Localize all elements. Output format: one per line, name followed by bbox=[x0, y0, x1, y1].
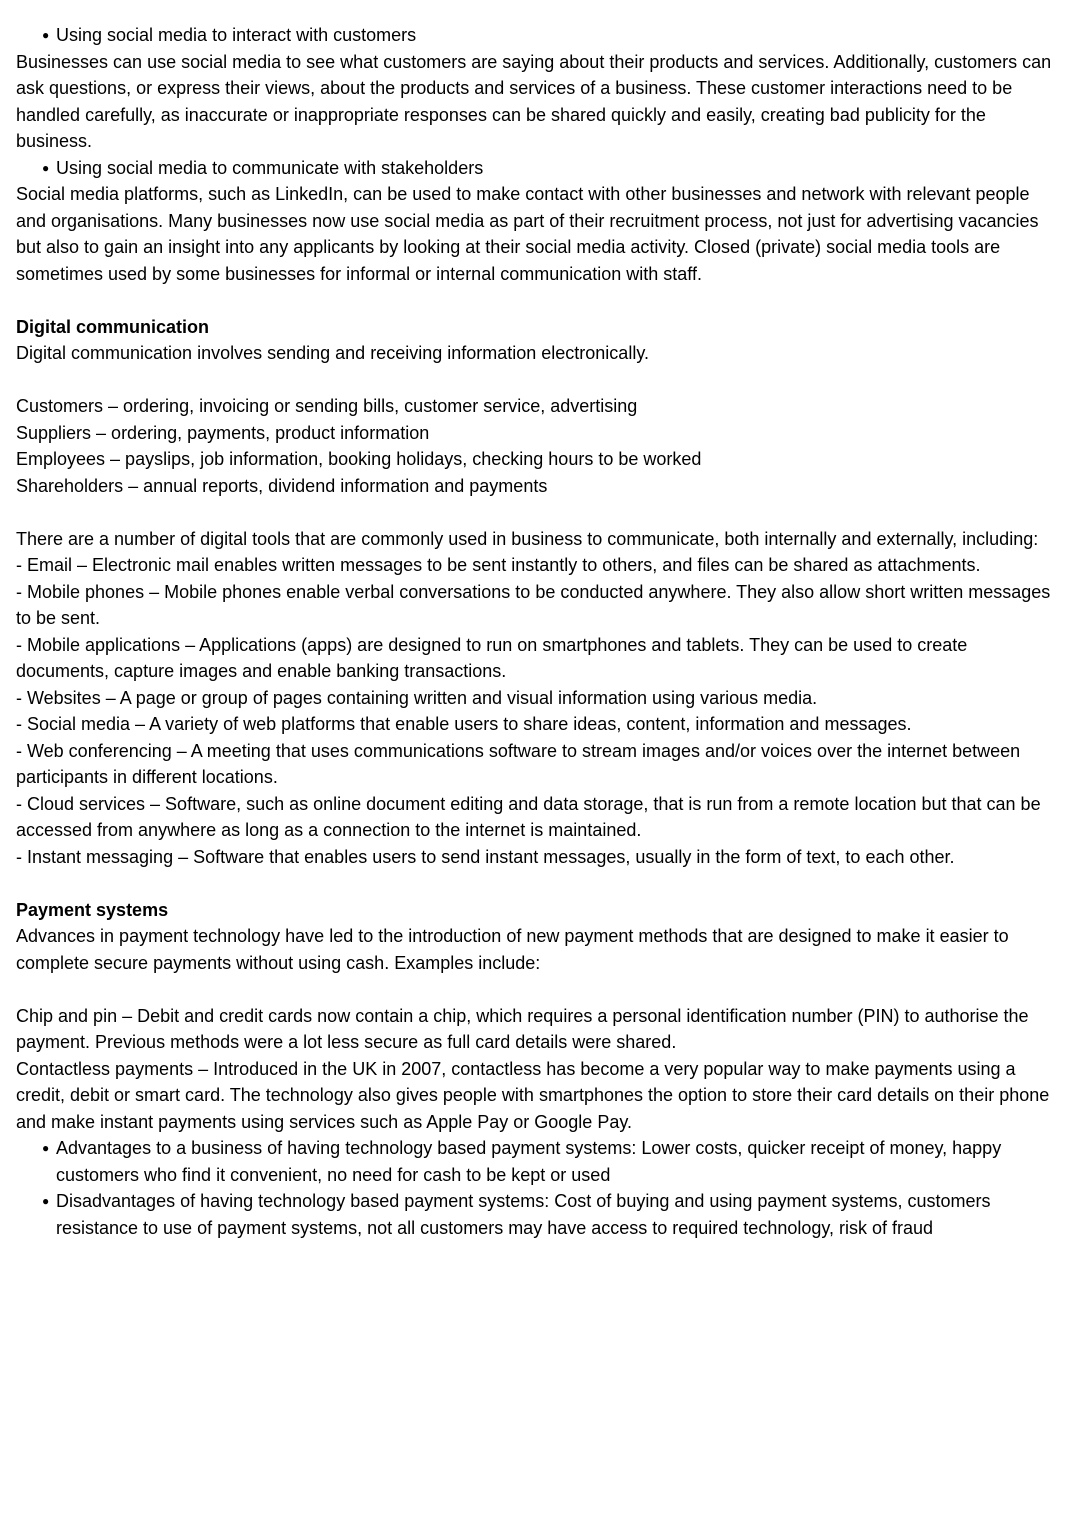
heading-payment-systems: Payment systems bbox=[16, 899, 169, 920]
blank-line bbox=[16, 367, 1064, 394]
bullet-icon: ● bbox=[42, 160, 50, 175]
bullet-item-social-stakeholders bbox=[16, 155, 1064, 182]
paragraph-tools-intro: There are a number of digital tools that are commonly used in business to communicate, both internally and externally, including: bbox=[16, 528, 1039, 549]
blank-line bbox=[16, 287, 1064, 314]
bullet-text: Using social media to interact with customers bbox=[56, 25, 417, 45]
line-suppliers: Suppliers – ordering, payments, product information bbox=[16, 422, 430, 443]
line-employees: Employees – payslips, job information, booking holidays, checking hours to be worked bbox=[16, 449, 702, 469]
bullet-text: Using social media to communicate with stakeholders bbox=[56, 157, 484, 178]
line-tool-mobile-phones: - Mobile phones – Mobile phones enable verbal conversations to be conducted anywhere. They also allow short written messages to be sent. bbox=[16, 581, 1051, 628]
bullet-item-advantages bbox=[16, 1135, 1064, 1188]
bullet-item-social-interact bbox=[16, 22, 1064, 49]
line-tool-social-media: - Social media – A variety of web platforms that enable users to share ideas, content, information and messages. bbox=[16, 714, 912, 734]
line-tool-instant-messaging: - Instant messaging – Software that enables users to send instant messages, usually in the form of text, to each other. bbox=[16, 846, 955, 867]
bullet-icon: ● bbox=[42, 1194, 50, 1208]
line-tool-mobile-applications: - Mobile applications – Applications (apps) are designed to run on smartphones and tablets. They can be used to create documents, capture images and enable banking transactions. bbox=[16, 634, 968, 681]
bullet-text: Advantages to a business of having technology based payment systems: Lower costs, quicker receipt of money, happy customers who find it convenient, no need for cash to be kept or used bbox=[56, 1138, 1002, 1185]
paragraph-contactless: Contactless payments – Introduced in the UK in 2007, contactless has become a very popular way to make payments using a credit, debit or smart card. The technology also gives people with smartphones the option to store their card details on their phone and make instant payments using services such as Apple Pay or Google Pay. bbox=[16, 1058, 1050, 1132]
line-tool-cloud-services: - Cloud services – Software, such as online document editing and data storage, that is run from a remote location but that can be accessed from anywhere as long as a connection to the internet is maintained. bbox=[16, 793, 1041, 840]
paragraph-chip-and-pin: Chip and pin – Debit and credit cards now contain a chip, which requires a personal identification number (PIN) to authorise the payment. Previous methods were a lot less secure as full card details were shared. bbox=[16, 1005, 1029, 1052]
line-tool-websites: - Websites – A page or group of pages containing written and visual information using various media. bbox=[16, 687, 818, 708]
bullet-text: Disadvantages of having technology based payment systems: Cost of buying and using payment systems, customers resistance to use of payment systems, not all customers may have access to required technology, risk of fraud bbox=[56, 1191, 991, 1238]
line-customers: Customers – ordering, invoicing or sending bills, customer service, advertising bbox=[16, 396, 638, 416]
paragraph-payment-intro: Advances in payment technology have led to the introduction of new payment methods that are designed to make it easier to complete secure payments without using cash. Examples include: bbox=[16, 926, 1009, 973]
paragraph-social-stakeholders: Social media platforms, such as LinkedIn, can be used to make contact with other businesses and network with relevant people and organisations. Many businesses now use social media as part of their recruitment process, not just for advertising vacancies but also to gain an insight into any applicants by looking at their social media activity. Closed (private) social media tools are sometimes used by some businesses for informal or internal communication with staff. bbox=[16, 184, 1039, 284]
bullet-icon: ● bbox=[42, 1141, 50, 1155]
heading-digital-communication: Digital communication bbox=[16, 316, 210, 337]
blank-line bbox=[16, 499, 1064, 526]
bullet-item-disadvantages bbox=[16, 1188, 1064, 1241]
blank-line bbox=[16, 976, 1064, 1003]
paragraph-digital-intro: Digital communication involves sending and receiving information electronically. bbox=[16, 343, 649, 363]
line-tool-email: - Email – Electronic mail enables written messages to be sent instantly to others, and files can be shared as attachments. bbox=[16, 555, 981, 575]
paragraph-social-interact: Businesses can use social media to see what customers are saying about their products and services. Additionally, customers can ask questions, or express their views, about the products and services of a business. These customer interactions need to be handled carefully, as inaccurate or inappropriate responses can be shared quickly and easily, creating bad publicity for the business. bbox=[16, 51, 1052, 151]
bullet-icon: ● bbox=[42, 28, 50, 42]
line-shareholders: Shareholders – annual reports, dividend information and payments bbox=[16, 475, 548, 496]
line-tool-web-conferencing: - Web conferencing – A meeting that uses communications software to stream images and/or voices over the internet between participants in different locations. bbox=[16, 740, 1021, 787]
blank-line bbox=[16, 870, 1064, 897]
